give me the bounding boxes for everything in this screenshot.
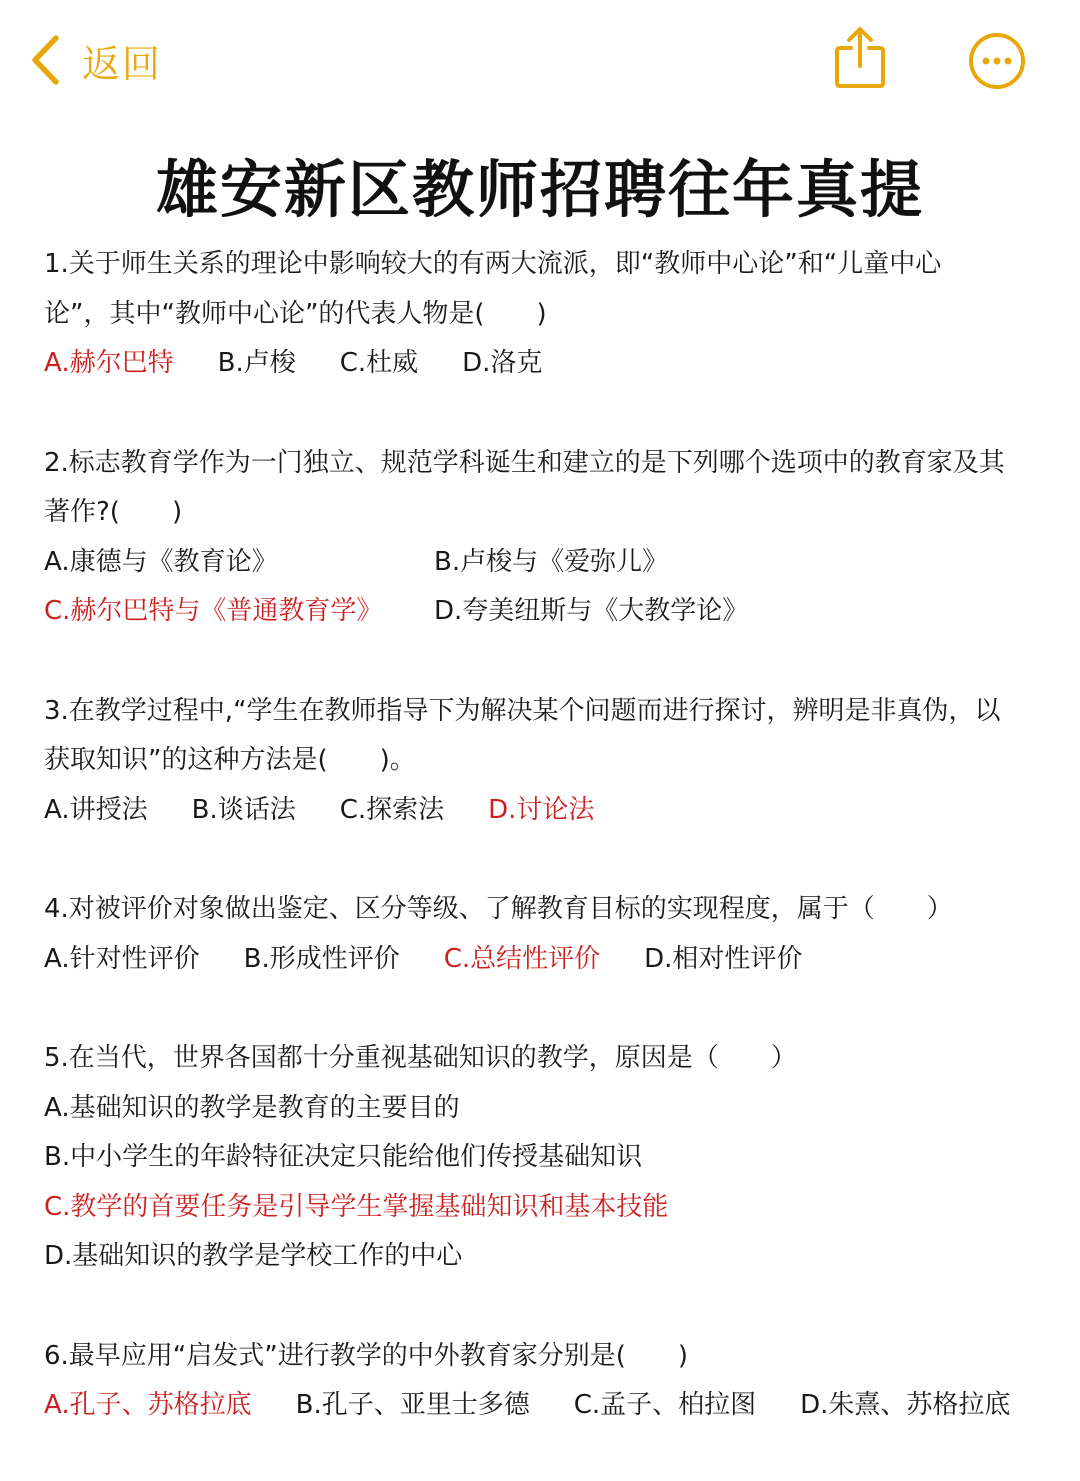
question-1 bbox=[44, 240, 1044, 389]
question-text: 2.标志教育学作为一门独立、规范学科诞生和建立的是下列哪个选项中的教育家及其 bbox=[44, 447, 1005, 478]
navigation-bar bbox=[0, 0, 1080, 120]
option-b: B.孔子、亚里士多德 bbox=[295, 1390, 530, 1420]
option-b: B.中小学生的年龄特征决定只能给他们传授基础知识 bbox=[44, 1142, 643, 1172]
option-a: A.针对性评价 bbox=[44, 943, 200, 974]
question-3 bbox=[44, 687, 1044, 836]
option-c-correct: C.教学的首要任务是引导学生掌握基础知识和基本技能 bbox=[44, 1191, 669, 1222]
question-5 bbox=[44, 1034, 1044, 1282]
question-text: 论”，其中“教师中心论”的代表人物是( ) bbox=[44, 298, 547, 329]
option-b: B.形成性评价 bbox=[243, 943, 400, 974]
option-d: D.夸美纽斯与《大教学论》 bbox=[434, 596, 749, 626]
option-a: A.基础知识的教学是教育的主要目的 bbox=[44, 1092, 460, 1123]
question-text: 获取知识”的这种方法是( )。 bbox=[44, 745, 416, 775]
option-b: B.谈话法 bbox=[191, 794, 296, 825]
question-text: 4.对被评价对象做出鉴定、区分等级、了解教育目标的实现程度，属于（ ） bbox=[44, 894, 953, 924]
share-icon bbox=[832, 75, 888, 94]
option-d: D.洛克 bbox=[462, 348, 543, 378]
option-b: B.卢梭 bbox=[217, 348, 296, 378]
question-text: 1.关于师生关系的理论中影响较大的有两大流派，即“教师中心论”和“儿童中心 bbox=[44, 249, 942, 279]
option-a-correct: A.孔子、苏格拉底 bbox=[44, 1390, 252, 1420]
option-d: D.朱熹、苏格拉底 bbox=[800, 1390, 1011, 1420]
option-b: B.卢梭与《爱弥儿》 bbox=[434, 546, 669, 577]
option-d: D.相对性评价 bbox=[644, 943, 803, 974]
option-c: C.孟子、柏拉图 bbox=[573, 1390, 757, 1420]
question-text: 5.在当代，世界各国都十分重视基础知识的教学，原因是（ ） bbox=[44, 1043, 797, 1073]
question-4 bbox=[44, 885, 1044, 984]
question-6 bbox=[44, 1332, 1044, 1431]
back-label: 返回 bbox=[82, 41, 163, 86]
back-button[interactable] bbox=[30, 32, 162, 88]
option-d: D.基础知识的教学是学校工作的中心 bbox=[44, 1241, 463, 1271]
page-title: 雄安新区教师招聘往年真提 bbox=[155, 153, 924, 226]
question-text: 6.最早应用“启发式”进行教学的中外教育家分别是( ) bbox=[44, 1340, 689, 1371]
option-d-correct: D.讨论法 bbox=[488, 794, 595, 825]
question-text: 3.在教学过程中,“学生在教师指导下为解决某个问题而进行探讨，辨明是非真伪，以 bbox=[44, 695, 1001, 726]
options-grid bbox=[44, 538, 1044, 637]
more-icon bbox=[968, 75, 1026, 94]
question-list bbox=[44, 240, 1044, 1481]
option-c: C.杜威 bbox=[339, 348, 419, 378]
options-row bbox=[44, 339, 1044, 389]
question-text: 著作?( ) bbox=[44, 497, 183, 527]
options-row bbox=[44, 1381, 1044, 1431]
more-button[interactable] bbox=[968, 32, 1026, 90]
option-c-correct: C.总结性评价 bbox=[443, 943, 601, 974]
options-row bbox=[44, 935, 1044, 985]
option-c-correct: C.赫尔巴特与《普通教育学》 bbox=[44, 596, 383, 626]
option-c: C.探索法 bbox=[339, 794, 445, 825]
option-a: A.康德与《教育论》 bbox=[44, 546, 278, 577]
share-button[interactable] bbox=[832, 26, 888, 90]
chevron-left-icon bbox=[30, 34, 60, 86]
option-a: A.讲授法 bbox=[44, 794, 148, 825]
options-row bbox=[44, 786, 1044, 836]
option-a-correct: A.赫尔巴特 bbox=[44, 348, 174, 378]
question-2 bbox=[44, 439, 1044, 637]
